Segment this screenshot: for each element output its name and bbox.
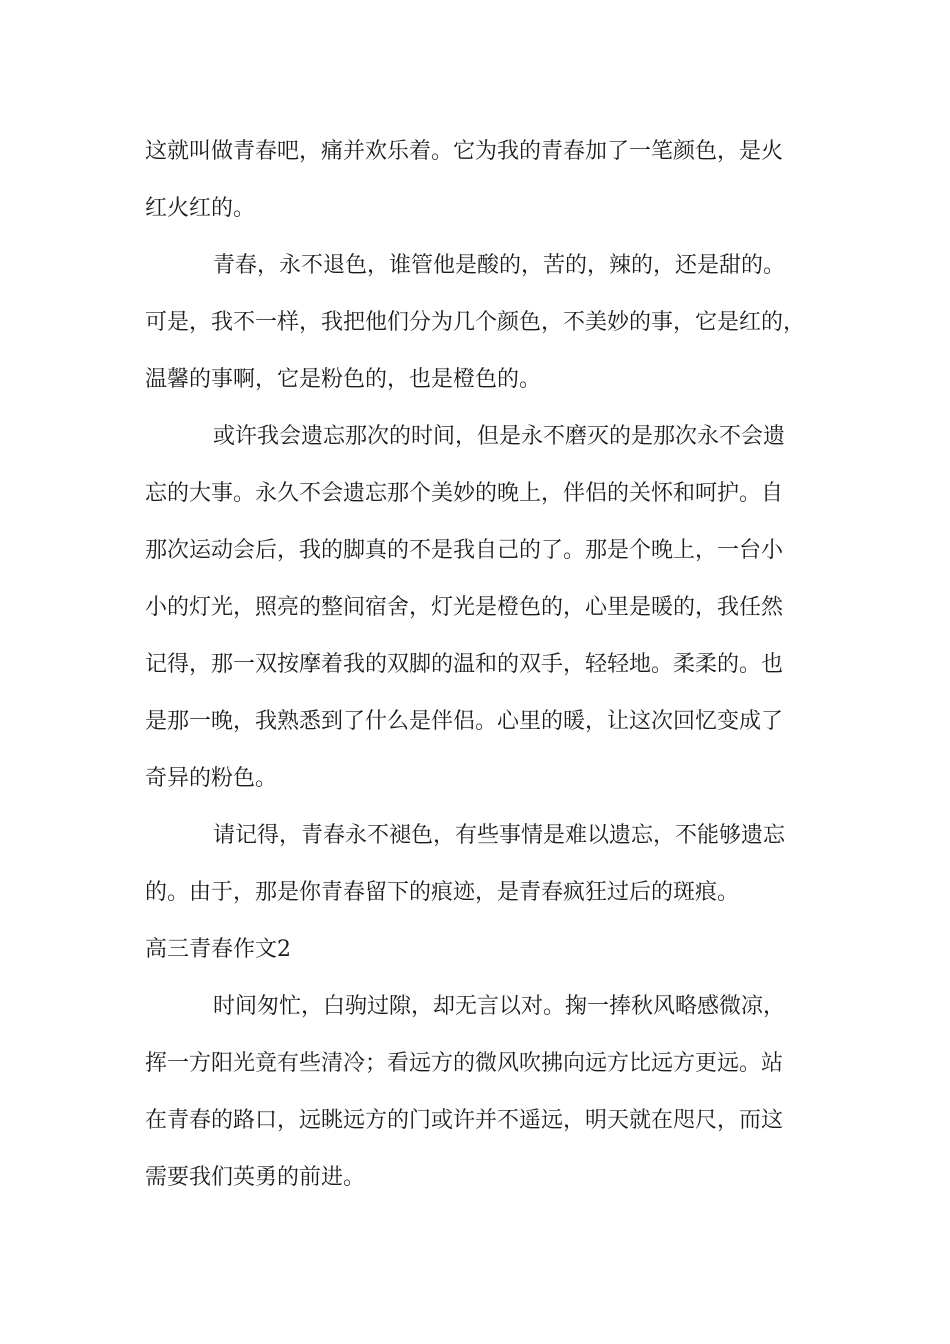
paragraph-3-line-3: 那次运动会后，我的脚真的不是我自己的了。那是个晚上，一台小 (145, 538, 784, 563)
paragraph-5-line-3: 在青春的路口，远眺远方的门或许并不遥远，明天就在咫尺，而这 (145, 1108, 784, 1133)
paragraph-3-line-6: 是那一晚，我熟悉到了什么是伴侣。心里的暖，让这次回忆变成了 (145, 709, 784, 734)
paragraph-3-line-7: 奇异的粉色。 (145, 766, 278, 791)
paragraph-3-line-5: 记得，那一双按摩着我的双脚的温和的双手，轻轻地。柔柔的。也 (145, 652, 784, 677)
paragraph-5-line-4: 需要我们英勇的前进。 (145, 1165, 366, 1190)
paragraph-2-line-2: 可是，我不一样，我把他们分为几个颜色，不美妙的事，它是红的， (145, 310, 806, 335)
paragraph-4-line-2: 的。由于，那是你青春留下的痕迹，是青春疯狂过后的斑痕。 (145, 880, 740, 905)
paragraph-5-line-1: 时间匆忙，白驹过隙，却无言以对。掬一捧秋风略感微凉， (213, 994, 786, 1019)
paragraph-3-line-2: 忘的大事。永久不会遗忘那个美妙的晚上，伴侣的关怀和呵护。自 (145, 481, 784, 506)
section-heading: 高三青春作文2 (145, 937, 291, 962)
paragraph-3-line-1: 或许我会遗忘那次的时间，但是永不磨灭的是那次永不会遗 (213, 424, 786, 449)
paragraph-2-line-3: 温馨的事啊，它是粉色的，也是橙色的。 (145, 367, 542, 392)
paragraph-3-line-4: 小的灯光，照亮的整间宿舍，灯光是橙色的，心里是暖的，我任然 (145, 595, 784, 620)
paragraph-5-line-2: 挥一方阳光竟有些清冷；看远方的微风吹拂向远方比远方更远。站 (145, 1051, 784, 1076)
paragraph-1-line-2: 红火红的。 (145, 196, 256, 221)
paragraph-1-line-1: 这就叫做青春吧，痛并欢乐着。它为我的青春加了一笔颜色，是火 (145, 139, 784, 164)
paragraph-2-line-1: 青春，永不退色，谁管他是酸的，苦的，辣的，还是甜的。 (213, 253, 786, 278)
paragraph-4-line-1: 请记得，青春永不褪色，有些事情是难以遗忘，不能够遗忘 (213, 823, 786, 848)
